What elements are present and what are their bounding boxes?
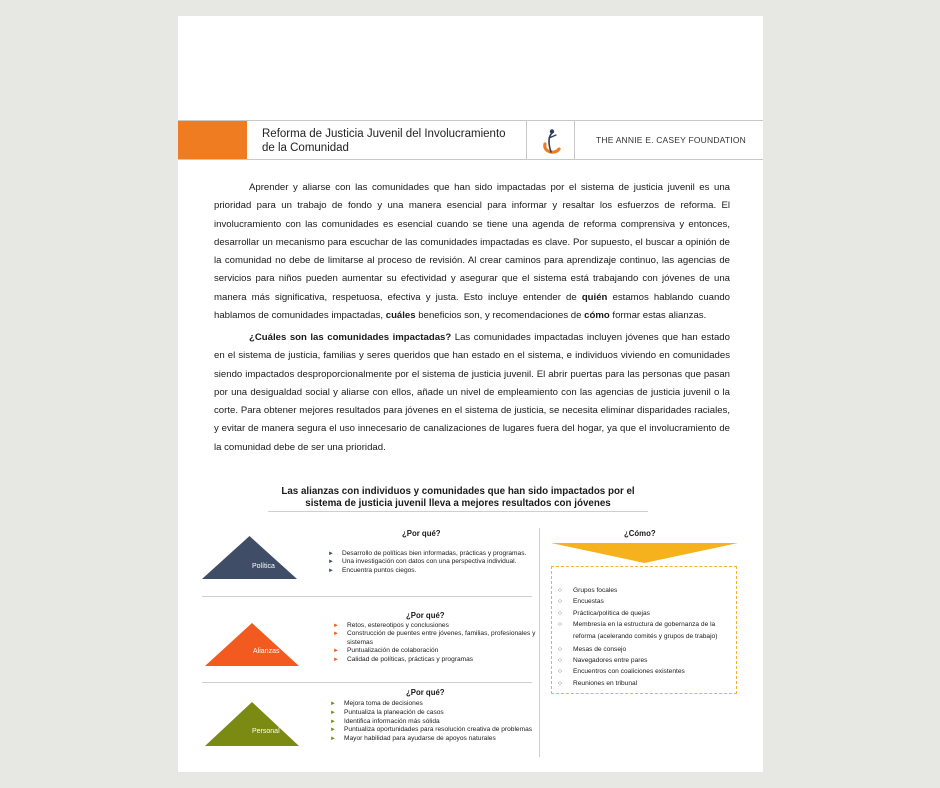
foundation-name: THE ANNIE E. CASEY FOUNDATION: [596, 135, 747, 145]
list-item: ► Construcción de puentes entre jóvenes, familias, profesionales y sistemas: [333, 630, 536, 646]
section-divider: [202, 682, 532, 683]
paragraph-lead: ¿Cuáles son las comunidades impactadas?: [249, 332, 452, 343]
title-underline: [268, 511, 648, 512]
alianzas-benefits-list: [333, 622, 543, 664]
arrow-icon: ►: [328, 559, 334, 566]
list-item: ► Identifica información más sólida: [330, 717, 440, 725]
circle-bullet-icon: ○: [558, 679, 562, 687]
circle-bullet-icon: ○: [558, 645, 562, 653]
personal-label: Personal: [252, 728, 280, 735]
foundation-logo-icon: [538, 127, 564, 155]
how-banner-arrow: [551, 543, 738, 563]
document-page: [178, 16, 763, 772]
arrow-icon: ►: [333, 631, 339, 638]
document-title: Reforma de Justicia Juvenil del Involucramiento de la Comunidad: [262, 128, 506, 154]
arrow-icon: ►: [328, 551, 334, 557]
circle-bullet-icon: ○: [558, 609, 562, 617]
alianzas-triangle: [205, 623, 299, 666]
politica-benefits-list: [328, 550, 543, 575]
list-item: ► Puntualiza la planeación de casos: [330, 708, 444, 716]
alianzas-label: Alianzas: [253, 648, 280, 655]
arrow-icon: ►: [333, 656, 339, 663]
header-color-block: [178, 121, 247, 159]
arrow-icon: ►: [328, 567, 334, 574]
list-item: ○ Reuniones en tribunal: [558, 678, 738, 689]
list-item: ► Puntualización de colaboración: [333, 647, 439, 655]
section-divider: [202, 596, 532, 597]
arrow-icon: ►: [330, 718, 336, 725]
list-item: ► Puntualiza oportunidades para resolución creativa de problemas: [330, 726, 533, 734]
politica-triangle: [202, 536, 297, 579]
list-item: ○ Encuestas: [558, 596, 738, 607]
list-item: ► Mayor habilidad para ayudarse de apoyos naturales: [330, 735, 496, 743]
arrow-icon: ►: [330, 736, 336, 743]
arrow-icon: ►: [333, 623, 339, 629]
intro-paragraph: Aprender y aliarse con las comunidades que han sido impactadas por el sistema de justicia juvenil es una prioridad para un trabajo de fondo y una manera esencial para informar y resaltar los esfuerzos de reforma. El involucramiento con las comunidades es esencial cuando se tiene una agenda de reforma comprensiva y entonces, desarrollar un mecanismo para escuchar de las comunidades impactadas es clave. Por supuesto, el buscar a opinión de la comunidad no debe de limitarse al proceso de revisión. Al crear caminos para aprendizaje continuo, las agencias de servicios para niños pueden aumentar su efectividad y asegurar que el sistema está trabajando con jóvenes de una manera más significativa, respetuosa, efectiva y justa. Esto incluye entender de quién estamos hablando cuando hablamos de comunidades impactadas, cuáles beneficios son, y recomendaciones de cómo formar estas alianzas.: [214, 182, 730, 322]
arrow-icon: ►: [333, 648, 339, 655]
list-item: ○ Membresía en la estructura de gobernanza de la reforma (acelerando comités y grupos de trabajo): [558, 620, 718, 641]
list-item: ○ Grupos focales: [558, 585, 738, 596]
why-heading: ¿Por qué?: [406, 611, 445, 620]
why-heading: ¿Por qué?: [406, 688, 445, 697]
personal-triangle: [205, 702, 299, 746]
document-header: [178, 120, 763, 160]
how-heading: ¿Cómo?: [624, 529, 656, 538]
list-item: ► Calidad de políticas, prácticas y programas: [333, 655, 474, 663]
personal-benefits-list: [330, 700, 544, 744]
circle-bullet-icon: ○: [558, 587, 562, 594]
arrow-icon: ►: [330, 709, 336, 716]
why-heading: ¿Por qué?: [402, 529, 441, 538]
how-list: [558, 585, 738, 689]
list-item: ○ Práctica/política de quejas: [558, 608, 738, 619]
circle-bullet-icon: ○: [558, 620, 562, 628]
column-divider: [539, 528, 540, 757]
list-item: ○ Mesas de consejo: [558, 644, 738, 655]
arrow-icon: ►: [330, 701, 336, 707]
header-divider: [574, 121, 575, 159]
impacted-communities-paragraph: ¿Cuáles son las comunidades impactadas? Las comunidades impactadas incluyen jóvenes que han estado en el sistema de justicia, familias y seres queridos que han estado en el sistema, e individuos viviendo en comunidades siendo impactados desproporcionalmente por el sistema de justicia juvenil. El abrir puertas para las personas que pasan por una desigualdad social y aliarse con ellos, añade un nivel de empleamiento con las agencias de justicia juvenil o la corte. Para obtener mejores resultados para jóvenes en el sistema de justicia, se necesita eliminar disparidades raciales, y evitar de manera segura el uso innecesario de canalizaciones de lugares fuera del hogar, ya que el involucramiento de la comunidad debe de ser una prioridad.: [214, 332, 730, 453]
list-item: ► Retos, estereotipos y conclusiones: [333, 622, 449, 629]
list-item: ► Encuentra puntos ciegos.: [328, 566, 417, 574]
circle-bullet-icon: ○: [558, 657, 562, 665]
arrow-icon: ►: [330, 727, 336, 734]
circle-bullet-icon: ○: [558, 668, 562, 676]
circle-bullet-icon: ○: [558, 598, 562, 606]
list-item: ○ Navegadores entre pares: [558, 655, 738, 666]
politica-label: Política: [252, 563, 275, 570]
list-item: ► Una investigación con datos con una perspectiva individual.: [328, 558, 517, 566]
header-divider: [526, 121, 527, 159]
list-item: ○ Encuentros con coaliciones existentes: [558, 666, 738, 677]
list-item: ► Mejora toma de decisiones: [330, 700, 423, 707]
infographic-title: Las alianzas con individuos y comunidades que han sido impactados por el sistema de justicia juvenil lleva a mejores resultados con jóvenes: [281, 486, 635, 509]
list-item: ► Desarrollo de políticas bien informadas, prácticas y programas.: [328, 550, 527, 557]
